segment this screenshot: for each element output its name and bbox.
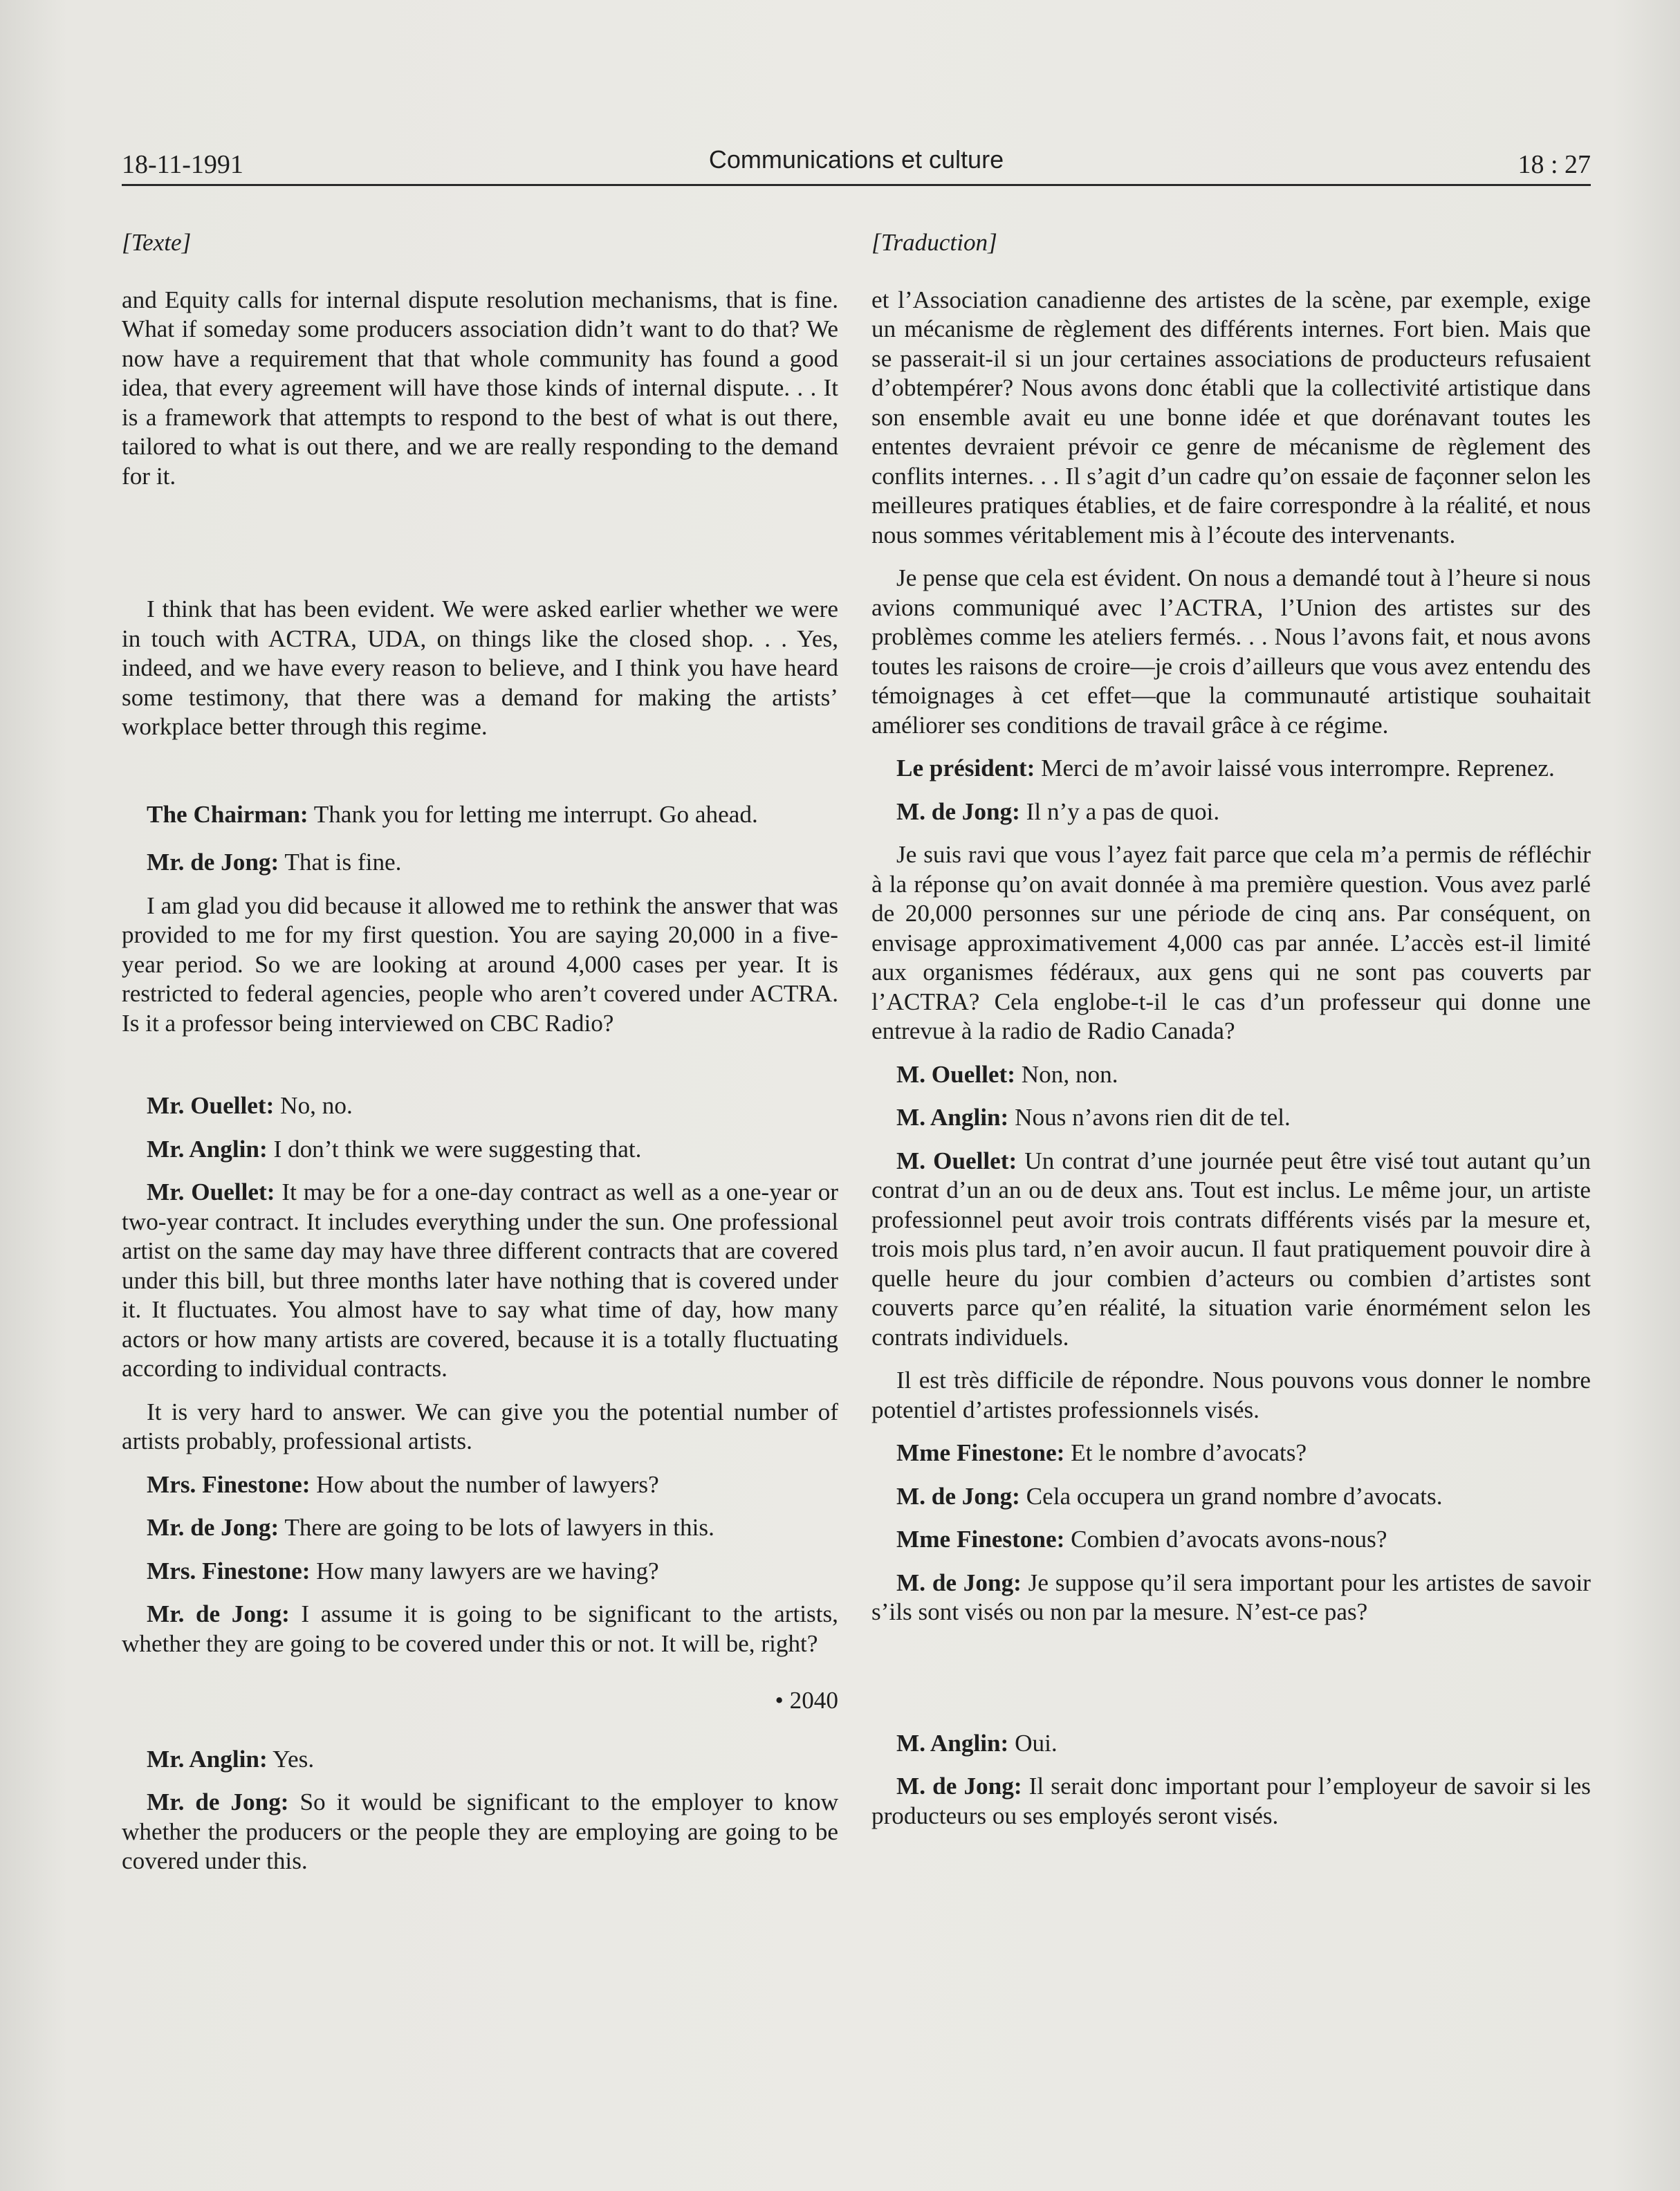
speech-text: Un contrat d’une journée peut être visé tout autant qu’un contrat d’un an ou de deux ans. Tout est inclus. Le même jour, un artiste professionnel peut avoir trois contrats différents visés par la mesure et, trois mois plus tard, n’en avoir aucun. Il faut pratiquement pouvoir dire à quelle heure du jour combien d’acteurs ou combien d’artistes sont couverts parce qu’en réalité, la situation varie énormément selon les contrats individuels.	[871, 1147, 1591, 1351]
speech-text: Il serait donc important pour l’employeur de savoir si les producteurs ou ses employés seront visés.	[871, 1773, 1591, 1829]
paragraph	[871, 1147, 1591, 1353]
speech-text: Cela occupera un grand nombre d’avocats.	[1019, 1482, 1443, 1510]
speaker-name: Mr. Anglin:	[147, 1135, 268, 1163]
header-title: Communications et culture	[708, 145, 1004, 174]
speech-text: Combien d’avocats avons-nous?	[1064, 1526, 1387, 1553]
paragraph	[122, 800, 838, 830]
column-tag: [Traduction]	[871, 229, 997, 256]
speaker-name: M. de Jong:	[896, 1482, 1020, 1510]
speaker-name: Mr. Anglin:	[147, 1745, 268, 1773]
speech-text: It may be for a one-day contract as well as a one-year or two-year contract. It includes everything under the sun. One professional artist on the same day may have three different contracts that are covered under this bill, but three months later have nothing that is covered under it. It fluctuates. You almost have to say what time of day, how many actors or how many artists are covered, because it is a totally fluctuating according to individual contracts.	[122, 1178, 838, 1382]
speaker-name: M. Anglin:	[896, 1104, 1009, 1131]
paragraph	[871, 1772, 1591, 1831]
speaker-name: Mr. de Jong:	[147, 1514, 279, 1541]
paragraph	[871, 1482, 1591, 1512]
paragraph	[122, 1788, 838, 1876]
speaker-name: Le président:	[896, 755, 1035, 782]
speech-text: Nous n’avons rien dit de tel.	[1008, 1104, 1291, 1131]
paragraph	[122, 1135, 838, 1165]
english-column	[122, 228, 838, 1876]
page-header	[122, 145, 1591, 186]
speaker-name: Mr. Ouellet:	[147, 1178, 275, 1205]
paragraph	[871, 797, 1591, 827]
paragraph	[871, 1103, 1591, 1133]
speech-text: How many lawyers are we having?	[310, 1557, 659, 1584]
paragraph	[871, 1060, 1591, 1090]
header-page-number: 18 : 27	[1517, 150, 1591, 179]
speaker-name: Mr. Ouellet:	[147, 1092, 275, 1119]
speech-text: I don’t think we were suggesting that.	[267, 1135, 642, 1163]
paragraph: et l’Association canadienne des artistes de la scène, par exemple, exige un mécanisme de règlement des différents internes. Fort bien. Mais que se passerait-il si un jour certaines associations de producteurs refusaient d’obtempérer? Nous avons donc établi que la collectivité artistique dans son ensemble avait eu une bonne idée et que dorénavant toutes les ententes devraient prévoir ce genre de mécanisme de règlement des conflits internes. . . Il s’agit d’un cadre qu’on essaie de façonner selon les meilleures pratiques établies, et de faire correspondre à la réalité, et nous nous sommes véritablement mis à l’écoute des intervenants.	[871, 286, 1591, 548]
speech-text: Thank you for letting me interrupt. Go ahead.	[308, 800, 758, 828]
speaker-name: Mr. de Jong:	[147, 1788, 289, 1815]
speaker-name: Mrs. Finestone:	[147, 1470, 311, 1498]
paragraph	[871, 1729, 1591, 1759]
paragraph	[871, 1569, 1591, 1627]
speaker-name: M. de Jong:	[896, 797, 1020, 825]
paragraph	[122, 1557, 838, 1587]
speaker-name: M. Ouellet:	[896, 1060, 1015, 1088]
speech-text: Merci de m’avoir laissé vous interrompre. Reprenez.	[1035, 755, 1555, 782]
speech-text: Je suppose qu’il sera important pour les artistes de savoir s’ils sont visés ou non par la mesure. N’est-ce pas?	[871, 1569, 1591, 1625]
paragraph: and Equity calls for internal dispute resolution mechanisms, that is fine. What if someday some producers association didn’t want to do that? We now have a requirement that that whole community has found a good idea, that every agreement will have those kinds of internal dispute. . . It is a framework that attempts to respond to the best of what is out there, tailored to what is out there, and we are really responding to the demand for it.	[122, 286, 838, 490]
paragraph: I am glad you did because it allowed me to rethink the answer that was provided to me for my first question. You are saying 20,000 in a five-year period. So we are looking at around 4,000 cases per year. It is restricted to federal agencies, people who aren’t covered under ACTRA. Is it a professor being interviewed on CBC Radio?	[122, 891, 838, 1037]
paragraph	[871, 1525, 1591, 1555]
speech-text: No, no.	[274, 1092, 353, 1119]
paragraph	[871, 754, 1591, 784]
speech-text: That is fine.	[279, 849, 402, 876]
speaker-name: M. Anglin:	[896, 1729, 1009, 1757]
speaker-name: Mme Finestone:	[896, 1526, 1065, 1553]
speaker-name: Mme Finestone:	[896, 1439, 1065, 1466]
speech-text: How about the number of lawyers?	[310, 1470, 659, 1498]
time-marker: • 2040	[775, 1687, 838, 1714]
paragraph: It is very hard to answer. We can give you the potential number of artists probably, professional artists.	[122, 1398, 838, 1454]
paragraph	[122, 1745, 838, 1775]
speech-text: Yes.	[267, 1745, 315, 1773]
speaker-name: Mr. de Jong:	[147, 1600, 290, 1627]
header-date: 18-11-1991	[122, 150, 243, 179]
speech-text: There are going to be lots of lawyers in this.	[279, 1514, 714, 1541]
speech-text: So it would be significant to the employer to know whether the producers or the people they are employing are going to be covered under this.	[122, 1788, 839, 1874]
speech-text: Il n’y a pas de quoi.	[1019, 797, 1220, 825]
speech-text: Et le nombre d’avocats?	[1064, 1439, 1307, 1466]
speaker-name: M. de Jong:	[896, 1569, 1022, 1596]
paragraph	[122, 1091, 838, 1121]
paragraph	[871, 1439, 1591, 1468]
speech-text: I assume it is going to be significant to the artists, whether they are going to be covered under this or not. It will be, right?	[122, 1600, 838, 1657]
paragraph	[122, 1600, 838, 1658]
paragraph: Je pense que cela est évident. On nous a demandé tout à l’heure si nous avions communiqué avec l’ACTRA, l’Union des artistes sur des problèmes comme les ateliers fermés. . . Nous l’avons fait, et nous avons toutes les raisons de croire—je crois d’ailleurs que vous avez entendu des témoignages à cet effet—que la communauté artistique souhaitait améliorer ses conditions de travail grâce à ce régime.	[871, 564, 1591, 739]
speech-text: Oui.	[1008, 1729, 1058, 1757]
speaker-name: M. de Jong:	[896, 1773, 1022, 1800]
paragraph: Je suis ravi que vous l’ayez fait parce que cela m’a permis de réfléchir à la réponse qu’on avait donnée à ma première question. Vous avez parlé de 20,000 personnes sur une période de cinq ans. Par conséquent, on envisage approximativement 4,000 cas par année. L’accès est-il limité aux organismes fédéraux, aux gens qui ne sont pas couverts par l’ACTRA? Cela englobe-t-il le cas d’un professeur qui donne une entrevue à la radio de Radio Canada?	[871, 841, 1591, 1044]
speaker-name: Mr. de Jong:	[147, 849, 279, 876]
paragraph	[122, 1470, 838, 1500]
paragraph	[122, 1178, 838, 1384]
speaker-name: M. Ouellet:	[896, 1147, 1017, 1174]
speaker-name: The Chairman:	[147, 800, 308, 828]
column-tag: [Texte]	[122, 229, 192, 256]
paragraph	[122, 848, 838, 878]
speaker-name: Mrs. Finestone:	[147, 1557, 311, 1584]
paragraph: I think that has been evident. We were asked earlier whether we were in touch with ACTRA, UDA, on things like the closed shop. . . Yes, indeed, and we have every reason to believe, and I think you have heard some testimony, that there was a demand for making the artists’ workplace better through this regime.	[122, 595, 838, 740]
paragraph	[122, 1513, 838, 1543]
paragraph: Il est très difficile de répondre. Nous pouvons vous donner le nombre potentiel d’artistes professionnels visés.	[871, 1367, 1591, 1423]
french-column	[871, 228, 1591, 1831]
speech-text: Non, non.	[1015, 1060, 1118, 1088]
